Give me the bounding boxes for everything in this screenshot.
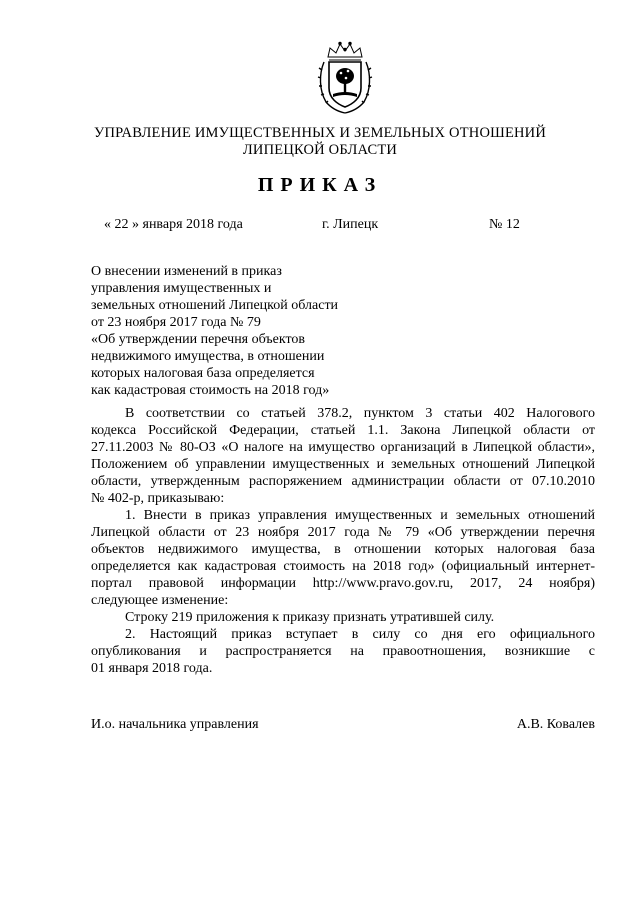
body-line: 01 января 2018 года.	[91, 661, 213, 676]
paragraph-item-1-change	[91, 609, 595, 626]
subject-line: земельных отношений Липецкой области	[91, 298, 339, 313]
body-line: Строку 219 приложения к приказу признать утратившей силу.	[125, 610, 495, 625]
subject-line: как кадастровая стоимость на 2018 год»	[91, 383, 330, 398]
body-line: 1. Внести в приказ управления имущественных и земельных отношений	[125, 508, 595, 523]
body-line: В соответствии со статьей 378.2, пунктом 3 статьи 402 Налогового	[125, 406, 595, 421]
body-line: 27.11.2003 № 80-ОЗ «О налоге на имущество организаций в Липецкой области»,	[91, 440, 595, 455]
body-line: объектов недвижимого имущества, в отношении которых налоговая база	[91, 542, 595, 557]
subject-line: управления имущественных и	[91, 281, 272, 296]
body-line: портал правовой информации http://www.pravo.gov.ru, 2017, 24 ноября)	[91, 576, 595, 591]
signatory-position: И.о. начальника управления	[91, 717, 259, 732]
subject-line: от 23 ноября 2017 года № 79	[91, 315, 261, 330]
body-line: № 402-р, приказываю:	[91, 491, 225, 506]
agency-name-line1: УПРАВЛЕНИЕ ИМУЩЕСТВЕННЫХ И ЗЕМЕЛЬНЫХ ОТНОШЕНИЙ	[93, 125, 547, 141]
document-date: « 22 » января 2018 года	[104, 217, 243, 232]
signatory-name: А.В. Ковалев	[516, 717, 595, 732]
agency-name-line2: ЛИПЕЦКОЙ ОБЛАСТИ	[242, 142, 398, 158]
body-line: области, утвержденным распоряжением администрации области от 07.10.2010	[91, 474, 595, 489]
document-city: г. Липецк	[322, 217, 379, 232]
subject-line: «Об утверждении перечня объектов	[91, 332, 306, 347]
body-line: опубликования и распространяется на правоотношения, возникшие с	[91, 644, 595, 659]
body-line: Положением об управлении имущественных и земельных отношений Липецкой	[91, 457, 595, 472]
subject-line: недвижимого имущества, в отношении	[91, 349, 325, 364]
paragraph-preamble	[91, 405, 595, 507]
document-title: ПРИКАЗ	[257, 174, 383, 196]
body-line: кодекса Российской Федерации, статьей 1.1. Закона Липецкой области от	[91, 423, 595, 438]
coat-of-arms-icon	[316, 40, 374, 114]
body-line: определяется как кадастровая стоимость на 2018 год» (официальный интернет-	[91, 559, 595, 574]
paragraph-item-2	[91, 626, 595, 677]
document-number: № 12	[489, 217, 520, 232]
body-line: 2. Настоящий приказ вступает в силу со дня его официального	[125, 627, 595, 642]
document-body	[91, 405, 595, 677]
document-subject	[91, 263, 391, 399]
subject-line: которых налоговая база определяется	[91, 366, 315, 381]
subject-line: О внесении изменений в приказ	[91, 264, 282, 279]
body-line: Липецкой области от 23 ноября 2017 года № 79 «Об утверждении перечня	[91, 525, 595, 540]
paragraph-item-1	[91, 507, 595, 609]
body-line: следующее изменение:	[91, 593, 229, 608]
